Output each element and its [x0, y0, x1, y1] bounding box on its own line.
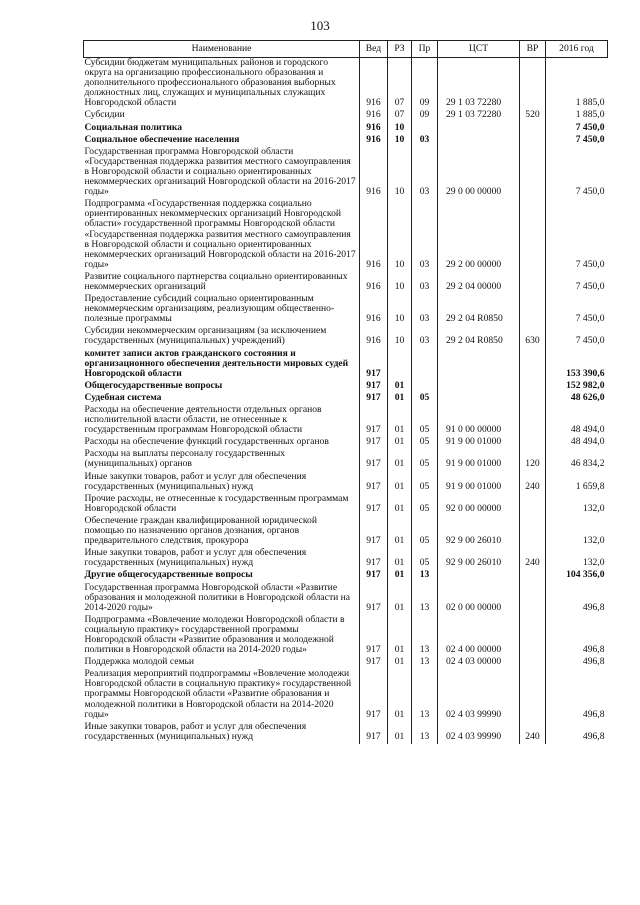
- row-vr: [520, 570, 546, 582]
- row-ved: 916: [360, 199, 388, 272]
- row-cst: [438, 381, 520, 393]
- row-ved: 916: [360, 294, 388, 326]
- row-name: Развитие социального партнерства социально ориентированных некоммерческих организаций: [84, 270, 348, 292]
- row-rz: 10: [388, 147, 412, 199]
- row-cst: 92 0 00 00000: [438, 494, 520, 516]
- row-pr: 05: [412, 437, 438, 449]
- row-vr: [520, 199, 546, 272]
- row-pr: 05: [412, 548, 438, 570]
- header-vr: ВР: [520, 41, 546, 58]
- row-name: Социальная политика: [84, 121, 183, 133]
- row-amount: 496,8: [546, 722, 608, 744]
- row-rz: [388, 349, 412, 381]
- row-vr: [520, 437, 546, 449]
- row-cst: 02 4 03 99990: [438, 669, 520, 721]
- table-row: [84, 405, 608, 437]
- table-row: [84, 615, 608, 657]
- row-amount: 46 834,2: [546, 449, 608, 471]
- row-vr: [520, 294, 546, 326]
- table-row: [84, 516, 608, 548]
- row-cst: 91 9 00 01000: [438, 449, 520, 471]
- row-pr: 05: [412, 393, 438, 405]
- row-pr: 05: [412, 516, 438, 548]
- row-rz: 10: [388, 199, 412, 272]
- row-rz: 01: [388, 615, 412, 657]
- row-amount: 132,0: [546, 548, 608, 570]
- row-name: Иные закупки товаров, работ и услуг для обеспечения государственных (муниципальных) нужд: [84, 547, 307, 569]
- row-rz: 01: [388, 405, 412, 437]
- row-vr: 240: [520, 548, 546, 570]
- row-cst: [438, 123, 520, 135]
- row-cst: 91 0 00 00000: [438, 405, 520, 437]
- row-amount: 132,0: [546, 494, 608, 516]
- row-vr: [520, 135, 546, 147]
- row-pr: 09: [412, 58, 438, 111]
- row-pr: 05: [412, 494, 438, 516]
- row-amount: 7 450,0: [546, 272, 608, 294]
- row-name: Подпрограмма «Государственная поддержка социально ориентированных некоммерческих организаций Новгородской области» государственной программы Новгородской области «Государственная поддержка развития местного самоуправления в Новгородской области и социально ориентированных некоммерческих организаций Новгородской области на 2016-2017 годы»: [84, 198, 356, 270]
- row-ved: 917: [360, 615, 388, 657]
- row-cst: 02 4 03 99990: [438, 722, 520, 744]
- row-name: Реализация мероприятий подпрограммы «Вовлечение молодежи Новгородской области в социальную практику» государственной программы Новгородской области «Развитие образования и молодежной политики в Новгородской области на 2014-2020 годы»: [84, 668, 352, 720]
- table-row: [84, 570, 608, 582]
- row-pr: 13: [412, 615, 438, 657]
- table-row: [84, 669, 608, 721]
- row-cst: 29 1 03 72280: [438, 58, 520, 111]
- row-amount: 152 982,0: [546, 381, 608, 393]
- row-rz: 07: [388, 58, 412, 111]
- row-rz: 01: [388, 657, 412, 669]
- table-row: [84, 381, 608, 393]
- row-cst: 29 2 04 00000: [438, 272, 520, 294]
- row-ved: 917: [360, 405, 388, 437]
- row-rz: 01: [388, 393, 412, 405]
- row-rz: 01: [388, 722, 412, 744]
- row-amount: 1 885,0: [546, 110, 608, 122]
- row-name: Другие общегосударственные вопросы: [84, 569, 253, 581]
- row-amount: 7 450,0: [546, 123, 608, 135]
- row-amount: 7 450,0: [546, 147, 608, 199]
- header-rz: РЗ: [388, 41, 412, 58]
- row-amount: 153 390,6: [546, 349, 608, 381]
- table-row: [84, 199, 608, 272]
- row-amount: 104 356,0: [546, 570, 608, 582]
- table-row: [84, 110, 608, 122]
- row-ved: 916: [360, 326, 388, 348]
- budget-table: [83, 40, 608, 744]
- row-name: Иные закупки товаров, работ и услуг для обеспечения государственных (муниципальных) нужд: [84, 720, 307, 742]
- table-row: [84, 472, 608, 494]
- row-name: Социальное обеспечение населения: [84, 133, 240, 145]
- table-row: [84, 147, 608, 199]
- row-vr: [520, 58, 546, 111]
- table-row: [84, 272, 608, 294]
- row-rz: 07: [388, 110, 412, 122]
- row-rz: 01: [388, 449, 412, 471]
- row-cst: 02 4 00 00000: [438, 615, 520, 657]
- row-ved: 917: [360, 516, 388, 548]
- row-name: Прочие расходы, не отнесенные к государственным программам Новгородской области: [84, 492, 349, 514]
- header-name: Наименование: [84, 41, 360, 58]
- row-name: Судебная система: [84, 391, 162, 403]
- row-cst: 02 4 03 00000: [438, 657, 520, 669]
- row-amount: 496,8: [546, 669, 608, 721]
- row-vr: [520, 583, 546, 615]
- row-amount: 7 450,0: [546, 294, 608, 326]
- table-row: [84, 583, 608, 615]
- row-vr: [520, 516, 546, 548]
- row-cst: 02 0 00 00000: [438, 583, 520, 615]
- row-ved: 917: [360, 349, 388, 381]
- row-rz: 01: [388, 570, 412, 582]
- row-ved: 916: [360, 123, 388, 135]
- row-rz: 10: [388, 326, 412, 348]
- row-ved: 916: [360, 147, 388, 199]
- row-ved: 916: [360, 58, 388, 111]
- row-vr: [520, 147, 546, 199]
- header-ved: Вед: [360, 41, 388, 58]
- row-cst: 29 0 00 00000: [438, 147, 520, 199]
- row-name: Субсидии некоммерческим организациям (за исключением государственных (муниципальных) учреждений): [84, 325, 327, 347]
- row-vr: [520, 349, 546, 381]
- row-name: Расходы на выплаты персоналу государственных (муниципальных) органов: [84, 448, 286, 470]
- row-name: комитет записи актов гражданского состояния и организационного обеспечения деятельности мировых судей Новгородской области: [84, 347, 349, 379]
- row-ved: 917: [360, 548, 388, 570]
- row-cst: [438, 135, 520, 147]
- row-vr: [520, 381, 546, 393]
- row-rz: 01: [388, 494, 412, 516]
- table-body: [84, 58, 608, 744]
- row-rz: 01: [388, 472, 412, 494]
- row-amount: 1 885,0: [546, 58, 608, 111]
- row-vr: [520, 272, 546, 294]
- table-row: [84, 449, 608, 471]
- row-ved: 917: [360, 472, 388, 494]
- row-cst: 29 2 04 R0850: [438, 294, 520, 326]
- row-pr: 13: [412, 657, 438, 669]
- table-row: [84, 494, 608, 516]
- table-row: [84, 349, 608, 381]
- row-cst: [438, 570, 520, 582]
- row-vr: [520, 405, 546, 437]
- row-pr: 03: [412, 272, 438, 294]
- row-amount: 7 450,0: [546, 326, 608, 348]
- row-amount: 48 494,0: [546, 405, 608, 437]
- row-pr: [412, 123, 438, 135]
- row-ved: 916: [360, 110, 388, 122]
- row-vr: 520: [520, 110, 546, 122]
- row-vr: [520, 657, 546, 669]
- row-ved: 917: [360, 570, 388, 582]
- table-row: [84, 326, 608, 348]
- row-rz: 01: [388, 583, 412, 615]
- row-pr: 03: [412, 326, 438, 348]
- row-amount: 496,8: [546, 615, 608, 657]
- row-name: Иные закупки товаров, работ и услуг для обеспечения государственных (муниципальных) нужд: [84, 470, 307, 492]
- row-name: Государственная программа Новгородской области «Развитие образования и молодежной политики в Новгородской области на 2014-2020 годы»: [84, 581, 351, 613]
- table-row: [84, 548, 608, 570]
- row-vr: 240: [520, 722, 546, 744]
- row-pr: 05: [412, 472, 438, 494]
- row-name: Обеспечение граждан квалифицированной юридической помощью по назначению органов дознания, органов предварительного следствия, прокурора: [84, 514, 317, 547]
- row-cst: 92 9 00 26010: [438, 516, 520, 548]
- row-amount: 48 626,0: [546, 393, 608, 405]
- row-vr: [520, 494, 546, 516]
- row-rz: 01: [388, 516, 412, 548]
- row-amount: 496,8: [546, 583, 608, 615]
- row-name: Предоставление субсидий социально ориентированным некоммерческим организациям, реализующим общественно-полезные программы: [84, 293, 335, 325]
- row-vr: 120: [520, 449, 546, 471]
- header-year: 2016 год: [546, 41, 608, 58]
- row-vr: [520, 393, 546, 405]
- row-ved: 917: [360, 583, 388, 615]
- row-cst: 91 9 00 01000: [438, 437, 520, 449]
- row-amount: 48 494,0: [546, 437, 608, 449]
- row-cst: 92 9 00 26010: [438, 548, 520, 570]
- row-amount: 132,0: [546, 516, 608, 548]
- row-vr: 630: [520, 326, 546, 348]
- row-ved: 917: [360, 722, 388, 744]
- row-pr: 03: [412, 294, 438, 326]
- row-pr: 13: [412, 669, 438, 721]
- row-pr: 13: [412, 570, 438, 582]
- row-pr: 13: [412, 583, 438, 615]
- row-vr: 240: [520, 472, 546, 494]
- row-rz: 01: [388, 381, 412, 393]
- table-row: [84, 294, 608, 326]
- row-rz: 10: [388, 123, 412, 135]
- row-cst: [438, 393, 520, 405]
- row-rz: 01: [388, 437, 412, 449]
- table-row: [84, 135, 608, 147]
- row-rz: 10: [388, 272, 412, 294]
- row-amount: 7 450,0: [546, 199, 608, 272]
- row-ved: 917: [360, 437, 388, 449]
- row-ved: 917: [360, 669, 388, 721]
- row-vr: [520, 123, 546, 135]
- row-name: Расходы на обеспечение функций государственных органов: [84, 436, 329, 448]
- row-rz: 10: [388, 294, 412, 326]
- header-pr: Пр: [412, 41, 438, 58]
- row-rz: 01: [388, 669, 412, 721]
- page-number: 103: [310, 18, 330, 33]
- row-name: Субсидии бюджетам муниципальных районов и городского округа на организацию профессионального образования и дополнительного профессионального образования выборных должностных лиц, служащих и муниципальных служащих Новгородской области: [84, 57, 336, 109]
- row-ved: 917: [360, 657, 388, 669]
- header-cst: ЦСТ: [438, 41, 520, 58]
- row-amount: 1 659,8: [546, 472, 608, 494]
- row-ved: 916: [360, 135, 388, 147]
- row-rz: 10: [388, 135, 412, 147]
- row-ved: 916: [360, 272, 388, 294]
- row-pr: 03: [412, 147, 438, 199]
- row-ved: 917: [360, 393, 388, 405]
- table-row: [84, 123, 608, 135]
- row-name: Расходы на обеспечение деятельности отдельных органов исполнительной власти области, не отнесенные к государственным программам Новгородской области: [84, 404, 322, 436]
- row-vr: [520, 615, 546, 657]
- row-cst: 29 2 00 00000: [438, 199, 520, 272]
- row-cst: 29 1 03 72280: [438, 110, 520, 122]
- row-vr: [520, 669, 546, 721]
- row-pr: [412, 349, 438, 381]
- row-cst: 29 2 04 R0850: [438, 326, 520, 348]
- row-name: Субсидии: [84, 109, 125, 121]
- row-pr: 09: [412, 110, 438, 122]
- table-header: [84, 41, 608, 58]
- row-ved: 917: [360, 449, 388, 471]
- row-cst: 91 9 00 01000: [438, 472, 520, 494]
- row-amount: 496,8: [546, 657, 608, 669]
- header-row: [84, 41, 608, 58]
- table-row: [84, 58, 608, 111]
- row-pr: 03: [412, 199, 438, 272]
- row-pr: 05: [412, 449, 438, 471]
- row-ved: 917: [360, 494, 388, 516]
- row-cst: [438, 349, 520, 381]
- table-row: [84, 722, 608, 744]
- row-amount: 7 450,0: [546, 135, 608, 147]
- row-pr: 03: [412, 135, 438, 147]
- row-name: Поддержка молодой семьи: [84, 656, 195, 668]
- row-rz: 01: [388, 548, 412, 570]
- row-pr: 13: [412, 722, 438, 744]
- row-pr: 05: [412, 405, 438, 437]
- row-ved: 917: [360, 381, 388, 393]
- row-name: Общегосударственные вопросы: [84, 379, 223, 391]
- row-name: Подпрограмма «Вовлечение молодежи Новгородской области в социальную практику» государственной программы Новгородской области «Развитие образования и молодежной политики в Новгородской области на 2014-2020 годы»: [84, 613, 345, 656]
- row-name: Государственная программа Новгородской области «Государственная поддержка развития местного самоуправления в Новгородской области и социально ориентированных некоммерческих организаций Новгородской области на 2016-2017 годы»: [84, 145, 356, 198]
